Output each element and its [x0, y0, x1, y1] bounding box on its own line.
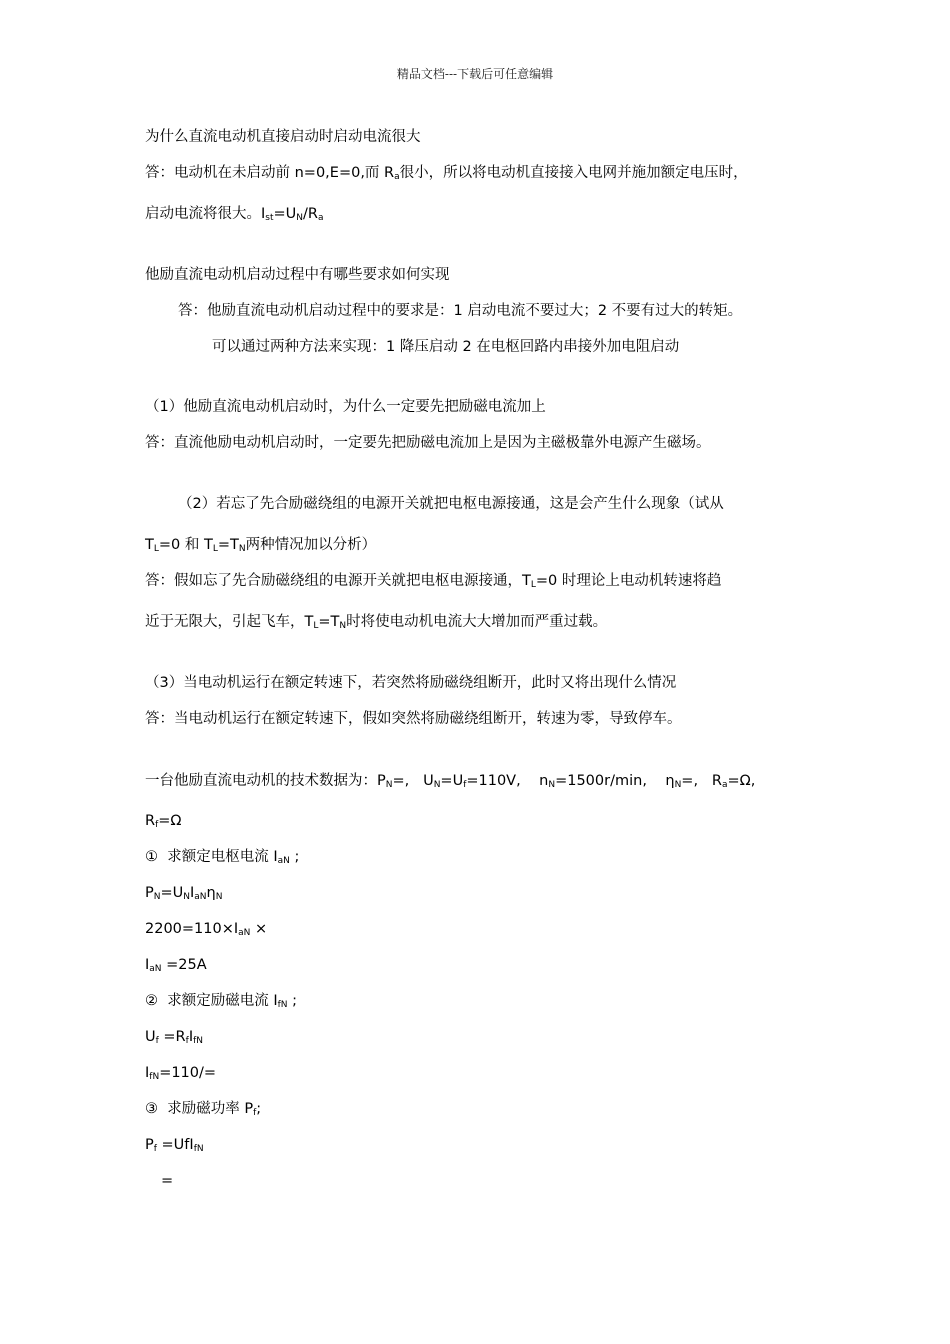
page-header: 精品文档---下载后可任意编辑	[396, 67, 554, 81]
equation-4: $U_f =R_fI_{fN}$	[145, 1029, 203, 1046]
question-4-title-line-1: （2）若忘了先合励磁绕组的电源开关就把电枢电源接通，这是会产生什么现象（试从	[178, 496, 724, 512]
question-2-title: 他励直流电动机启动过程中有哪些要求如何实现	[145, 267, 450, 283]
step-2-title: ② 求额定励磁电流 $I_{fN}$ ;	[145, 993, 298, 1010]
question-5-title: （3）当电动机运行在额定转速下，若突然将励磁绕组断开，此时又将出现什么情况	[145, 675, 677, 691]
question-3-title: （1）他励直流电动机启动时，为什么一定要先把励磁电流加上	[145, 399, 546, 415]
answer-4-line-1: 答：假如忘了先合励磁绕组的电源开关就把电枢电源接通，$T_L=0$ 时理论上电动机转速将趋	[145, 573, 722, 590]
question-1-title: 为什么直流电动机直接启动时启动电流很大	[145, 129, 421, 145]
equation-1: $P_N=U_NI_{aN}\eta_N$	[145, 885, 223, 902]
equation-7: =	[161, 1173, 174, 1189]
step-1-title: ① 求额定电枢电流 $I_{aN}$ ;	[145, 849, 300, 866]
answer-2-line-2: 可以通过两种方法来实现：1 降压启动 2 在电枢回路内串接外加电阻启动	[212, 339, 680, 355]
equation-2: $2200=110\times I_{aN}$ ×	[145, 921, 268, 938]
answer-4-line-2: 近于无限大，引起飞车，$T_L=T_N$时将使电动机电流大大增加而严重过载。	[145, 614, 608, 631]
answer-5: 答：当电动机运行在额定转速下，假如突然将励磁绕组断开，转速为零，导致停车。	[145, 711, 682, 727]
problem-statement-line-2: $R_f=\Omega$	[145, 813, 182, 830]
answer-3: 答：直流他励电动机启动时，一定要先把励磁电流加上是因为主磁极靠外电源产生磁场。	[145, 435, 711, 451]
equation-5: $I_{fN}=110/=$	[145, 1065, 217, 1082]
answer-1-line-2: 启动电流将很大。$I_{st}=U_N/R_a$	[145, 206, 324, 223]
question-4-title-line-2: $T_L=0$ 和 $T_L=T_N$两种情况加以分析）	[145, 537, 377, 554]
problem-statement-line-1: 一台他励直流电动机的技术数据为：$P_N=$, $U_N=U_f=110V$, $n_N=1500r/\min$, $\eta_N=$, $R_a=\Omega$,	[145, 773, 756, 790]
step-3-title: ③ 求励磁功率 $P_f$;	[145, 1101, 262, 1118]
answer-1-line-1: 答：电动机在未启动前 n=0,E=0,而 $R_a$很小，所以将电动机直接接入电网并施加额定电压时，	[145, 165, 748, 182]
equation-3: $I_{aN} =25A$	[145, 957, 207, 974]
answer-2-line-1: 答：他励直流电动机启动过程中的要求是：1 启动电流不要过大；2 不要有过大的转矩。	[178, 303, 743, 319]
equation-6: $P_f =UfI_{fN}$	[145, 1137, 204, 1154]
